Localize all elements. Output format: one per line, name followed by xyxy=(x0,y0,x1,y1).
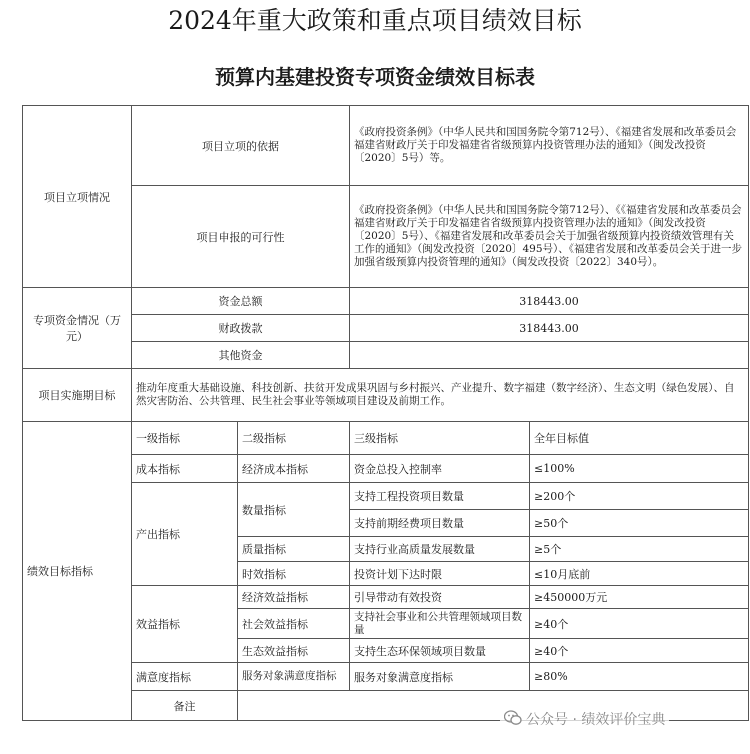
funds-other-value xyxy=(350,342,749,369)
remark-text xyxy=(238,691,749,721)
table-row xyxy=(23,422,749,455)
table-row xyxy=(23,369,749,422)
table-row xyxy=(23,315,749,342)
funds-total-label: 资金总额 xyxy=(132,288,350,315)
quantity-l3-2: 支持前期经费项目数量 xyxy=(350,510,530,537)
benefit-l1: 效益指标 xyxy=(132,586,238,663)
table-row xyxy=(23,586,749,609)
indicators-label: 绩效目标指标 xyxy=(23,422,132,721)
header-l3: 三级指标 xyxy=(350,422,530,455)
cost-l1: 成本指标 xyxy=(132,455,238,483)
funds-fiscal-label: 财政拨款 xyxy=(132,315,350,342)
basis-label: 项目立项的依据 xyxy=(132,106,350,186)
quantity-l3-1: 支持工程投资项目数量 xyxy=(350,483,530,510)
funds-label: 专项资金情况（万元） xyxy=(23,288,132,369)
economic-l2: 经济效益指标 xyxy=(238,586,350,609)
table-row xyxy=(23,288,749,315)
table-row xyxy=(23,663,749,691)
wechat-icon xyxy=(504,710,522,730)
period-goal-label: 项目实施期目标 xyxy=(23,369,132,422)
header-l1: 一级指标 xyxy=(132,422,238,455)
output-quantity-l2: 数量指标 xyxy=(238,483,350,537)
output-l1: 产出指标 xyxy=(132,483,238,586)
satisfaction-l1: 满意度指标 xyxy=(132,663,238,691)
feasibility-label: 项目申报的可行性 xyxy=(132,186,350,288)
table-row xyxy=(23,342,749,369)
quality-l2: 质量指标 xyxy=(238,537,350,562)
timeliness-target: ≤10月底前 xyxy=(530,562,749,586)
timeliness-l3: 投资计划下达时限 xyxy=(350,562,530,586)
economic-target: ≥450000万元 xyxy=(530,586,749,609)
header-l2: 二级指标 xyxy=(238,422,350,455)
watermark-text: 公众号 · 绩效评价宝典 xyxy=(526,712,666,728)
basis-text: 《政府投资条例》（中华人民共和国国务院令第712号）、《福建省发展和改革委员会 福建省财政厅关于印发福建省省级预算内投资管理办法的通知》（闽发改投资〔2020〕5号）等。 xyxy=(350,106,749,186)
social-l3: 支持社会事业和公共管理领域项目数量 xyxy=(350,609,530,639)
satisfaction-l2: 服务对象满意度指标 xyxy=(238,663,350,691)
watermark xyxy=(500,707,669,732)
cost-l3: 资金总投入控制率 xyxy=(350,455,530,483)
quality-target: ≥5个 xyxy=(530,537,749,562)
header-target: 全年目标值 xyxy=(530,422,749,455)
ecological-l3: 支持生态环保领域项目数量 xyxy=(350,639,530,663)
page-title: 2024年重大政策和重点项目绩效目标 xyxy=(168,6,582,35)
funds-fiscal-value: 318443.00 xyxy=(350,315,749,342)
ecological-target: ≥40个 xyxy=(530,639,749,663)
funds-total-value: 318443.00 xyxy=(350,288,749,315)
quality-l3: 支持行业高质量发展数量 xyxy=(350,537,530,562)
social-target: ≥40个 xyxy=(530,609,749,639)
timeliness-l2: 时效指标 xyxy=(238,562,350,586)
period-goal-text: 推动年度重大基础设施、科技创新、扶贫开发成果巩固与乡村振兴、产业提升、数字福建（数字经济）、生态文明（绿色发展）、自然灾害防治、公共管理、民生社会事业等领域项目建设及前期工作。 xyxy=(132,369,749,422)
table-row xyxy=(23,455,749,483)
ecological-l2: 生态效益指标 xyxy=(238,639,350,663)
feasibility-text: 《政府投资条例》（中华人民共和国国务院令第712号）、《《福建省发展和改革委员会 福建省财政厅关于印发福建省省级预算内投资管理办法的通知》（闽发改投资〔2020〕5号）、《福建省发展和改革委员会关于加强省级预算内投资绩效管理有关工作的通知》（闽发改投资〔2020〕495号）、《福建省发展和改革委员会关于进一步加强省级预算内投资管理的通知》（闽发改投资〔2022〕340号）。 xyxy=(350,186,749,288)
satisfaction-l3: 服务对象满意度指标 xyxy=(350,663,530,691)
table-title: 预算内基建投资专项资金绩效目标表 xyxy=(215,65,535,89)
satisfaction-target: ≥80% xyxy=(530,663,749,691)
cost-l2: 经济成本指标 xyxy=(238,455,350,483)
table-row xyxy=(23,106,749,186)
table-row xyxy=(23,186,749,288)
performance-table xyxy=(22,105,749,721)
quantity-target-1: ≥200个 xyxy=(530,483,749,510)
remark-label: 备注 xyxy=(132,691,238,721)
social-l2: 社会效益指标 xyxy=(238,609,350,639)
funds-other-label: 其他资金 xyxy=(132,342,350,369)
economic-l3: 引导带动有效投资 xyxy=(350,586,530,609)
project-setup-label: 项目立项情况 xyxy=(23,106,132,288)
table-row xyxy=(23,483,749,510)
cost-target: ≤100% xyxy=(530,455,749,483)
quantity-target-2: ≥50个 xyxy=(530,510,749,537)
